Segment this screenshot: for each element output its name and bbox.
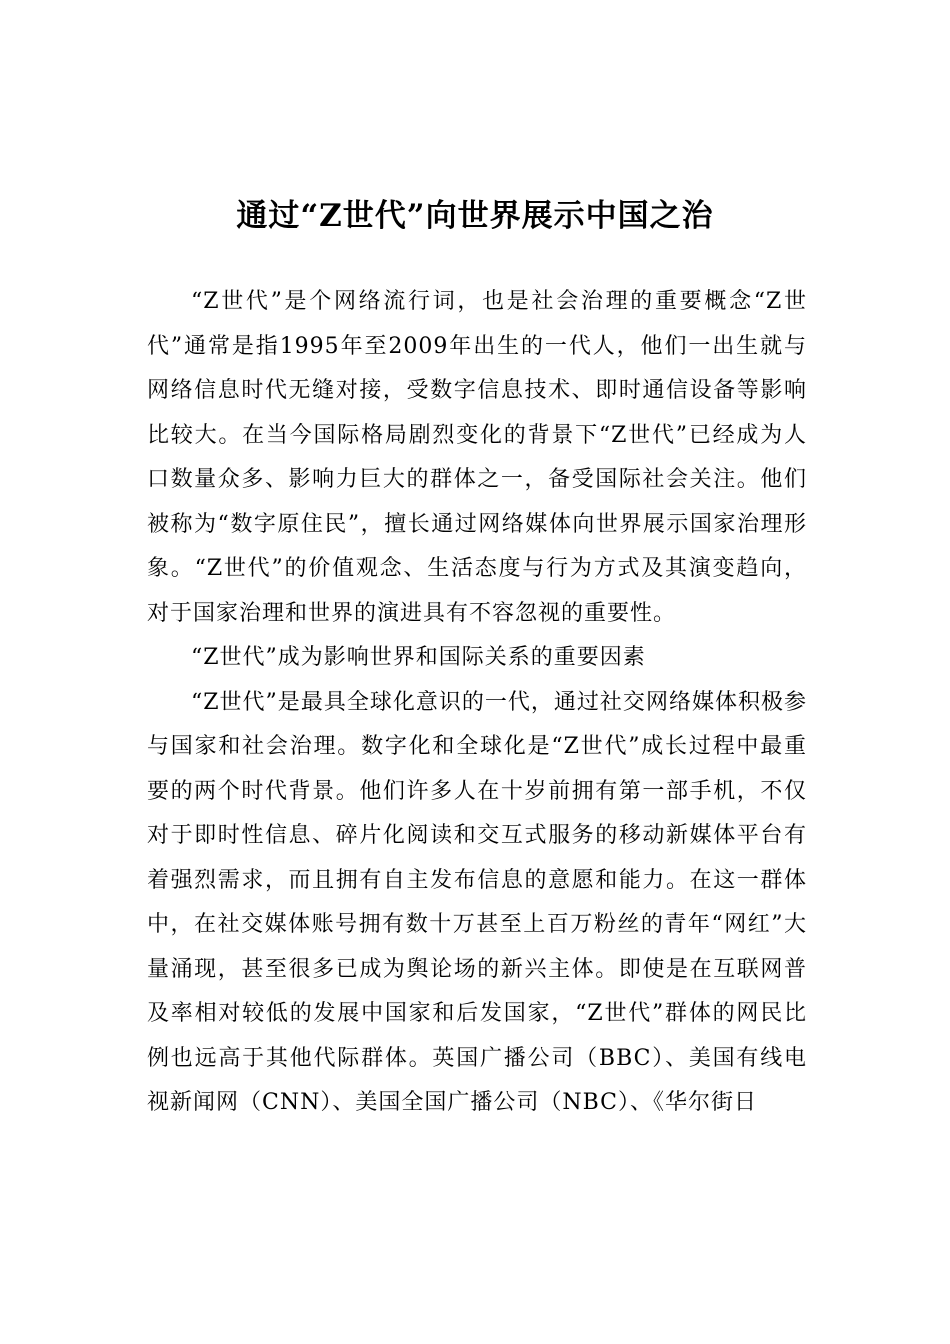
- document-body: [147, 280, 807, 1126]
- document-title: 通过“Z世代”向世界展示中国之治: [236, 197, 714, 234]
- section-heading: “Z世代”成为影响世界和国际关系的重要因素: [191, 645, 646, 670]
- paragraph-intro: “Z世代”是个网络流行词，也是社会治理的重要概念“Z世代”通常是指1995年至2009年出生的一代人，他们一出生就与网络信息时代无缝对接，受数字信息技术、即时通信设备等影响比较大。在当今国际格局剧烈变化的背景下“Z世代”已经成为人口数量众多、影响力巨大的群体之一，备受国际社会关注。他们被称为“数字原住民”，擅长通过网络媒体向世界展示国家治理形象。“Z世代”的价值观念、生活态度与行为方式及其演变趋向，对于国家治理和世界的演进具有不容忽视的重要性。: [147, 289, 807, 626]
- paragraph-globalization: “Z世代”是最具全球化意识的一代，通过社交网络媒体积极参与国家和社会治理。数字化和全球化是“Z世代”成长过程中最重要的两个时代背景。他们许多人在十岁前拥有第一部手机，不仅对于即时性信息、碎片化阅读和交互式服务的移动新媒体平台有着强烈需求，而且拥有自主发布信息的意愿和能力。在这一群体中，在社交媒体账号拥有数十万甚至上百万粉丝的青年“网红”大量涌现，甚至很多已成为舆论场的新兴主体。即使是在互联网普及率相对较低的发展中国家和后发国家，“Z世代”群体的网民比例也远高于其他代际群体。英国广播公司（BBC）、美国有线电视新闻网（CNN）、美国全国广播公司（NBC）、《华尔街日: [147, 689, 807, 1115]
